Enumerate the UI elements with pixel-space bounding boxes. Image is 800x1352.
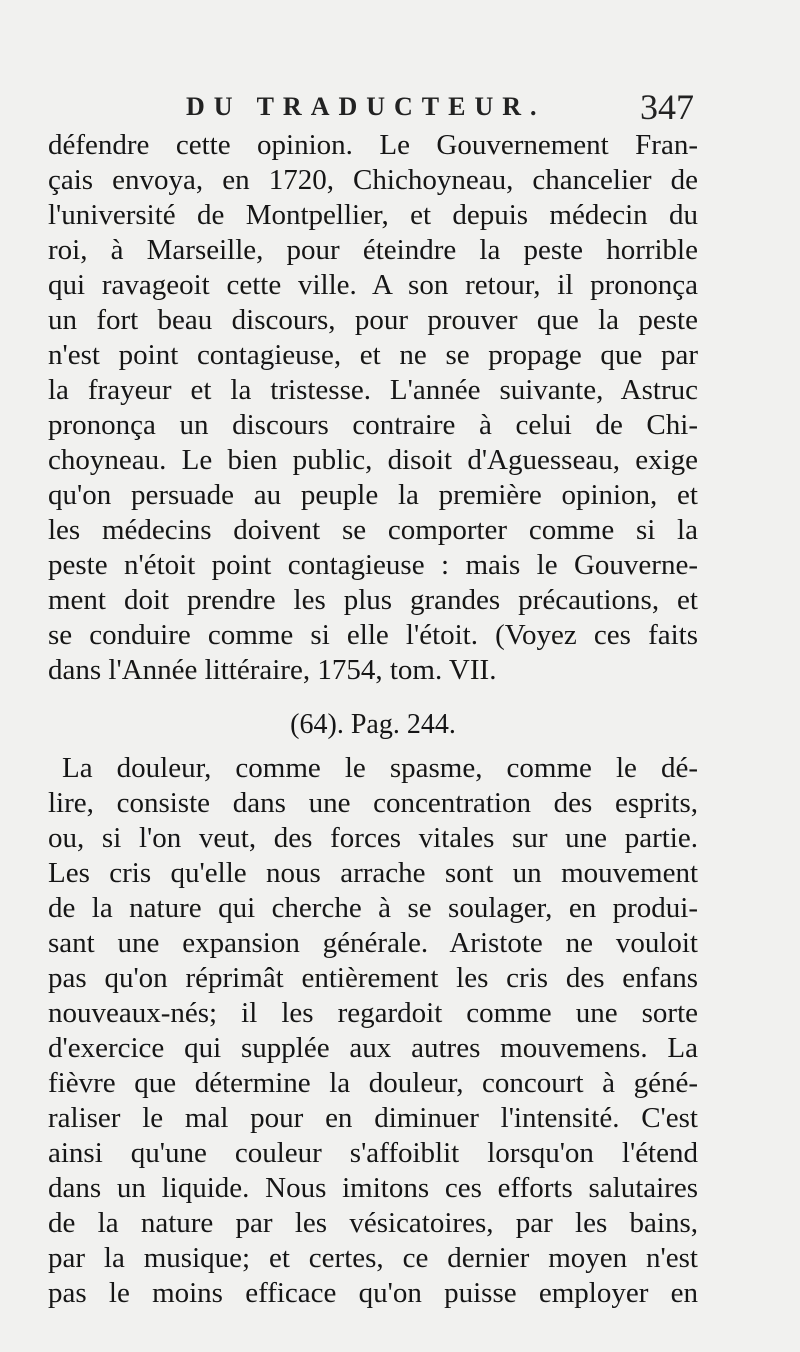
- text-line: la frayeur et la tristesse. L'année suivante, Astruc: [48, 374, 698, 406]
- note-line: lire, consiste dans une concentration des esprits,: [48, 787, 698, 819]
- running-head: DU TRADUCTEUR.: [186, 92, 546, 121]
- text-line: ment doit prendre les plus grandes précautions, et: [48, 584, 698, 616]
- note-line: ainsi qu'une couleur s'affoiblit lorsqu'on l'étend: [48, 1137, 698, 1169]
- note-line: ou, si l'on veut, des forces vitales sur une partie.: [48, 822, 698, 854]
- note-line: Les cris qu'elle nous arrache sont un mouvement: [48, 857, 698, 889]
- text-line: prononça un discours contraire à celui de Chi-: [48, 409, 698, 441]
- text-line: choyneau. Le bien public, disoit d'Aguesseau, exige: [48, 444, 698, 476]
- page-number: 347: [640, 87, 694, 127]
- text-line: un fort beau discours, pour prouver que la peste: [48, 304, 698, 336]
- note-line: fièvre que détermine la douleur, concourt à géné-: [48, 1067, 698, 1099]
- note-line: nouveaux-nés; il les regardoit comme une sorte: [48, 997, 698, 1029]
- note-heading: (64). Pag. 244.: [290, 709, 456, 740]
- text-line: roi, à Marseille, pour éteindre la peste horrible: [48, 234, 698, 266]
- text-line: qui ravageoit cette ville. A son retour, il prononça: [48, 269, 698, 301]
- note-line: pas le moins efficace qu'on puisse employer en: [48, 1277, 698, 1309]
- note-line: par la musique; et certes, ce dernier moyen n'est: [48, 1242, 698, 1274]
- page-header: [186, 86, 694, 130]
- text-line: peste n'étoit point contagieuse : mais le Gouverne-: [48, 549, 698, 581]
- note-line: de la nature qui cherche à se soulager, en produi-: [48, 892, 698, 924]
- text-line: çais envoya, en 1720, Chichoyneau, chancelier de: [48, 164, 698, 196]
- note-line: dans un liquide. Nous imitons ces efforts salutaires: [48, 1172, 698, 1204]
- text-line: n'est point contagieuse, et ne se propage que par: [48, 339, 698, 371]
- note-line: sant une expansion générale. Aristote ne vouloit: [48, 927, 698, 959]
- text-line: se conduire comme si elle l'étoit. (Voyez ces faits: [48, 619, 698, 651]
- note-line: d'exercice qui supplée aux autres mouvemens. La: [48, 1032, 698, 1064]
- note-line: pas qu'on réprimât entièrement les cris des enfans: [48, 962, 698, 994]
- text-line: dans l'Année littéraire, 1754, tom. VII.: [48, 654, 497, 686]
- text-line: l'université de Montpellier, et depuis médecin du: [48, 199, 698, 231]
- text-line: qu'on persuade au peuple la première opinion, et: [48, 479, 698, 511]
- note-line: raliser le mal pour en diminuer l'intensité. C'est: [48, 1102, 698, 1134]
- text-line: les médecins doivent se comporter comme si la: [48, 514, 698, 546]
- note-line: de la nature par les vésicatoires, par les bains,: [48, 1207, 698, 1239]
- text-line: défendre cette opinion. Le Gouvernement Fran-: [48, 129, 698, 161]
- note-line: La douleur, comme le spasme, comme le dé-: [62, 752, 698, 784]
